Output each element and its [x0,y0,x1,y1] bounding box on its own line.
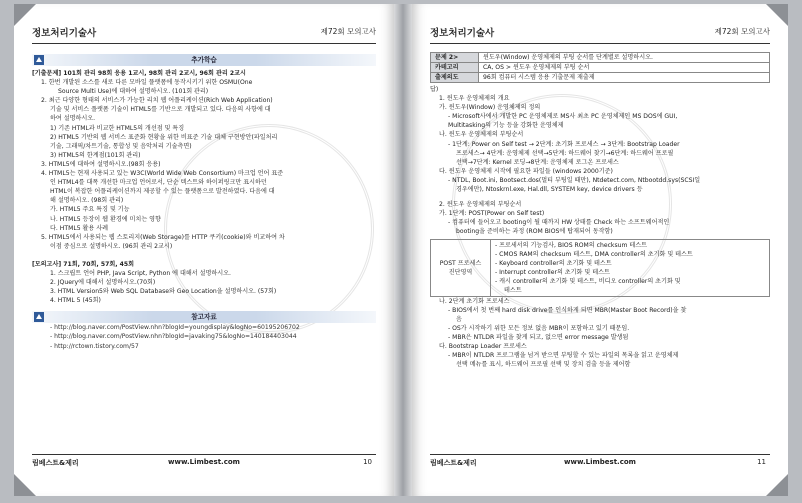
list-item: 나. HTML5 등장이 웹 환경에 미치는 영향 [50,215,161,223]
subheading: 나. 윈도우 운영체제의 부팅순서 [439,131,524,139]
left-page-footer [32,454,376,468]
right-page-content [430,52,770,369]
page-curl[interactable] [766,4,788,26]
subheading: 가. 1단계: POST(Power on Self test) [439,210,545,218]
table-label: 출제의도 [431,73,479,83]
post-item: - 캐시 controller의 초기화 및 테스트, 비디오 controller의 초기화 및 [495,277,681,285]
post-item: 테스트 [504,286,522,294]
list-item: 1) 기존 HTML과 비교한 HTML5의 개선점 및 특징 [50,124,185,132]
exam-heading: [기출문제] 101회 관리 98회 응용 1교시, 98회 관리 2교시, 96회 관리 2교시 [32,70,246,77]
post-items-cell [491,239,770,296]
post-item: - Keyboard controller의 초기화 및 테스트 [495,259,612,267]
body-line: - MBR은 NTLDR 파일을 찾게 되고, 없으면 error message 발생됨 [448,333,629,341]
body-line: - MBR이 NTLDR 프로그램을 넘겨 받으면 부팅할 수 있는 파일의 목록을 읽고 운영체제 [448,352,679,360]
body-line: - Microsoft사에서 개발한 PC 운영체제로 MS사 최초 PC 운영체제인 MS DOS에 GUI, [448,113,678,121]
list-item: 기술, 그래픽/차트기술, 통합성 및 음악처리 기술측면) [50,142,192,150]
header-exam: 제72회 모의고사 [714,27,770,36]
table-value: CA, OS > 윈도우 운영체제의 부팅 순서 [479,63,770,73]
section-heading: 1. 윈도우 운영체제의 개요 [439,95,510,103]
page-number: 11 [757,458,766,466]
body-line: - OS가 시작하기 위한 모든 정보 없음 MBR이 포함하고 있기 때문임. [448,324,630,332]
list-item: 해 설명하시오. (98회 관리) [50,197,124,205]
body-line: 프로세스→ 4단계: 운영체제 선택→5단계: 하드웨어 찾기→6단계: 하드웨어 프로필 [456,149,674,157]
reference-title-bar: 참고자료 [32,311,376,323]
page-curl[interactable] [14,474,36,496]
list-item: 5. HTML5에서 사용되는 웹 스토리지(Web Storage)를 HTTP 쿠키(cookie)와 비교하여 차 [41,233,285,241]
right-page [412,4,788,496]
list-item: 4. HTML5는 현재 사용되고 있는 W3C(World Wide Web Consortium) 마크업 언어 표준 [41,170,284,178]
page-curl[interactable] [14,4,36,26]
header-exam: 제72회 모의고사 [320,27,376,36]
body-line: booting을 준비하는 과정 (ROM BIOS에 탑재되어 동작함) [456,228,613,236]
body-line: Multitasking의 기능 등을 강화한 운영체제 [448,122,564,130]
post-item: - CMOS RAM의 checksum 테스트, DMA controller의 초기화 및 테스트 [495,250,693,258]
list-item: 3) HTML5의 한계점(101회 관리) [50,151,141,159]
post-item: - 프로세서의 기능검사, BIOS ROM의 checksum 테스트 [495,241,648,249]
list-item: 4. HTML 5 (45회) [50,297,101,305]
list-item: 하여 설명하시오. [50,115,96,123]
left-page [14,4,394,496]
list-item: HTML이 복잡한 어플리케이션까지 제공할 수 있는 플랫폼으로 발전하였다. 다음에 대 [50,188,275,196]
post-label: 진단영역 [448,268,473,276]
question-info-table [430,52,770,83]
footer-publisher: 림베스트&제리 [32,459,79,467]
reference-link[interactable]: - http://rctown.tistory.com/57 [50,342,139,350]
reference-link[interactable]: - http://blog.naver.com/PostView.nhn?blogId=javaking75&logNo=140184403044 [50,333,297,341]
list-item: 3. HTML Version5와 Web SQL Database와 Geo Location을 설명하시오. (57회) [50,288,277,296]
body-line: 선택→7단계: Kernel 로딩→8단계: 운영체제 로그온 프로세스 [456,158,619,166]
answer-label: 답) [430,86,439,93]
table-label: 문제 2> [431,53,479,63]
subheading: 다. Bootstrap Loader 프로세스 [439,342,527,350]
header-title: 정보처리기술사 [32,28,97,39]
footer-publisher: 림베스트&제리 [430,459,477,467]
header-title: 정보처리기술사 [430,28,495,39]
body-line: 음 [456,315,462,323]
body-line: - NTDL, Boot.ini, Bootsect.dos(멀티 부팅일 때만), Ntdetect.com, Ntbootdd.sys(SCSI일 [448,176,701,184]
table-label: 카테고리 [431,63,479,73]
list-item: 인 HTML4를 대폭 개선한 마크업 언어로서, 단순 텍스트와 하이퍼링크만 표시하던 [50,179,267,187]
table-value: 윈도우(Window) 운영체제의 부팅 순서를 단계별로 설명하시오. [479,53,770,63]
list-item: 1. 한번 개발된 소스를 새로 다른 모바일 플랫폼에 동작시키기 위한 OSMU(One [41,79,253,87]
right-page-footer [430,454,770,468]
arrow-up-icon [34,55,44,65]
list-item: 1. 스크립트 언어 PHP, Java Script, Python 에 대해서 설명하시오. [50,269,231,277]
footer-website: www.Limbest.com [168,458,240,466]
body-line: - BIOS에서 첫 번째 hard disk drive를 인식하게 되면 MBR(Master Boot Record)을 찾 [448,306,687,314]
left-page-header [32,22,376,44]
left-page-content [32,54,376,351]
list-item: 다. HTML5 활용 사례 [50,224,109,232]
section-title-bar: 추가학습 [32,54,376,66]
reference-link[interactable]: - http://blog.naver.com/PostView.nhn?blogId=youngdisplay&logNo=60195206702 [50,324,300,332]
mock-heading: [모의고사] 71회, 70회, 57회, 45회 [32,260,135,268]
post-label: POST 프로세스 [439,259,482,267]
arrow-up-icon [34,312,44,322]
page-curl[interactable] [766,474,788,496]
page-number: 10 [363,458,372,466]
right-page-header [430,22,770,44]
body-line: - 1단계: Power on Self test → 2단계: 초기화 프로세스 → 3단계: Bootstrap Loader [448,140,680,148]
list-item: 2) HTML5 기반의 웹 서비스 표준화 현황을 위한 비표준 기술 대체 구현방안(파일처리 [50,133,278,141]
book-gutter [394,4,412,496]
post-label-cell [431,239,491,296]
list-item: 2. JQuery에 대해서 설명하시오.(70회) [50,279,156,287]
table-value: 96회 컴퓨터 시스템 응용 기출문제 재출제 [479,73,770,83]
list-item: 기술 및 서비스 플랫폼 기술이 HTML5를 기반으로 개발되고 있다. 다음의 사항에 대 [50,106,271,114]
body-line: 경우에만), Ntoskrnl.exe, Hal.dll, SYSTEM key, device drivers 등 [456,186,643,194]
footer-website: www.Limbest.com [564,458,636,466]
section-heading: 2. 윈도우 운영체제의 부팅순서 [439,201,522,209]
list-item: 가. HTML5 주요 특징 및 기능 [50,206,130,214]
body-line: - 컴퓨터에 들어오고 booting이 될 때까지 HW 상태를 Check 하는 소프트웨어적인 [448,219,670,227]
post-item: - Interrupt controller의 초기화 및 테스트 [495,268,610,276]
subheading: 가. 윈도우(Window) 운영체제의 정의 [439,104,541,112]
body-line: 선택 메뉴를 표시, 하드웨어 프로필 선택 및 장치 검출 등을 제어함 [456,361,631,369]
list-item: 이점 중심으로 설명하시오. (96회 관리 2교시) [50,242,173,250]
list-item: 2. 최근 다양한 형태의 서비스가 가능한 리치 웹 어플리케이션(Rich Web Application) [41,97,273,105]
subheading: 나. 2단계 초기화 프로세스 [439,297,510,305]
list-item: Source Multi Use)에 대하여 설명하시오. (101회 관리) [58,88,209,96]
post-table [430,239,770,297]
subheading: 다. 윈도우 운영체제 시작에 필요한 파일들 (windows 2000기준) [439,167,613,175]
list-item: 3. HTML5에 대하여 설명하시오.(98회 응용) [41,160,161,168]
